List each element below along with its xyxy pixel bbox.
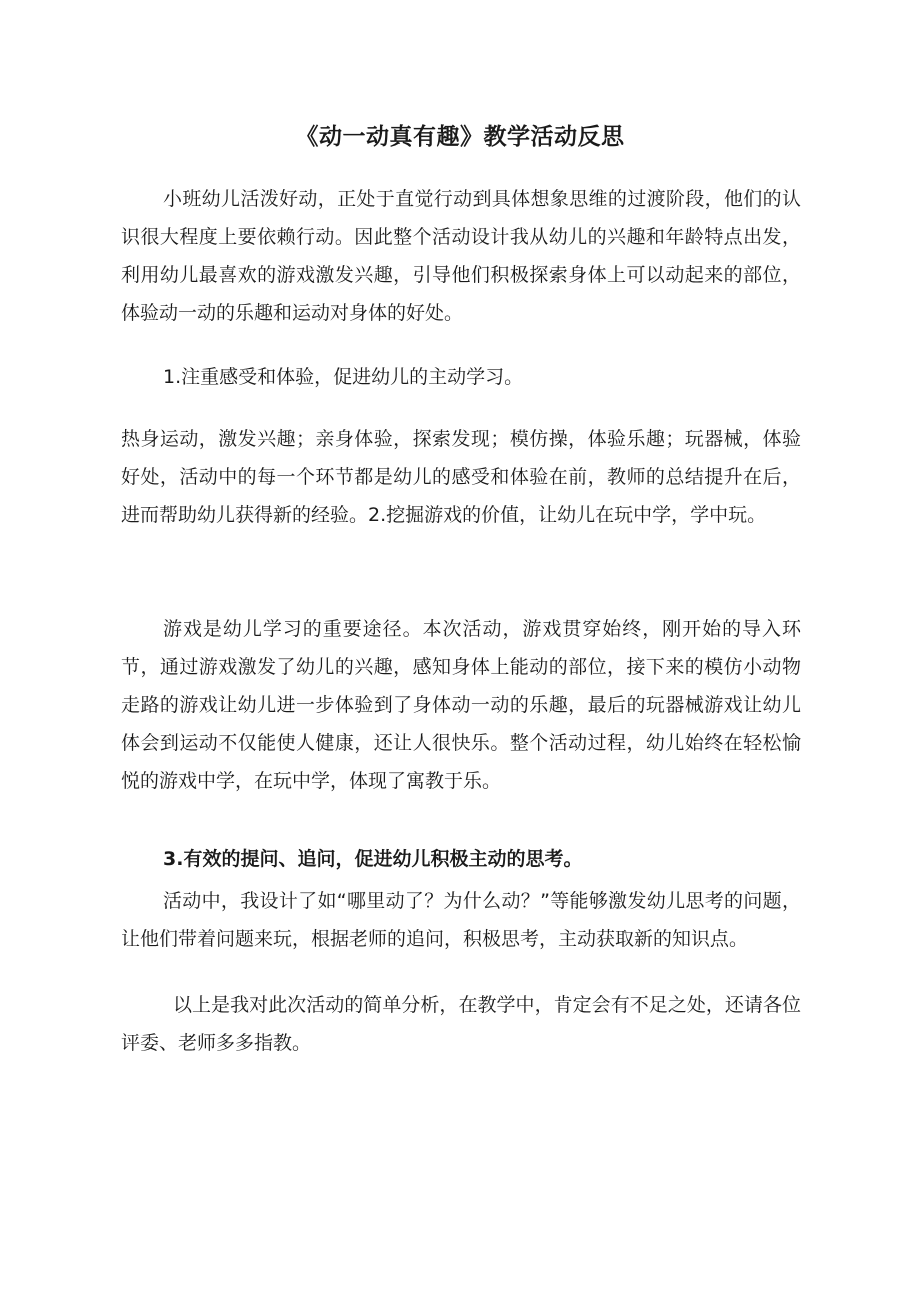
section-1-paragraph: 热身运动，激发兴趣；亲身体验，探索发现；模仿操，体验乐趣；玩器械，体验好处，活动中的每一个环节都是幼儿的感受和体验在前，教师的总结提升在后，进而帮助幼儿获得新的经验。2.挖掘游戏的价值，让幼儿在玩中学，学中玩。 bbox=[121, 428, 801, 526]
intro-paragraph: 小班幼儿活泼好动，正处于直觉行动到具体想象思维的过渡阶段，他们的认识很大程度上要依赖行动。因此整个活动设计我从幼儿的兴趣和年龄特点出发，利用幼儿最喜欢的游戏激发兴趣，引导他们积极探索身体上可以动起来的部位，体验动一动的乐趣和运动对身体的好处。 bbox=[121, 188, 801, 324]
section-3-heading: 3.有效的提问、追问，促进幼儿积极主动的思考。 bbox=[163, 848, 583, 870]
section-2-paragraph: 游戏是幼儿学习的重要途径。本次活动，游戏贯穿始终，刚开始的导入环节，通过游戏激发了幼儿的兴趣，感知身体上能动的部位，接下来的模仿小动物走路的游戏让幼儿进一步体验到了身体动一动的乐趣，最后的玩器械游戏让幼儿体会到运动不仅能使人健康，还让人很快乐。整个活动过程，幼儿始终在轻松愉悦的游戏中学，在玩中学，体现了寓教于乐。 bbox=[121, 618, 801, 792]
section-3-paragraph: 活动中，我设计了如“哪里动了？为什么动？”等能够激发幼儿思考的问题，让他们带着问题来玩，根据老师的追问，积极思考，主动获取新的知识点。 bbox=[121, 890, 801, 950]
document-title: 《动一动真有趣》教学活动反思 bbox=[295, 124, 625, 150]
closing-paragraph: 以上是我对此次活动的简单分析，在教学中，肯定会有不足之处，还请各位评委、老师多多指教。 bbox=[121, 994, 801, 1054]
section-1-heading: 1.注重感受和体验，促进幼儿的主动学习。 bbox=[163, 366, 524, 388]
